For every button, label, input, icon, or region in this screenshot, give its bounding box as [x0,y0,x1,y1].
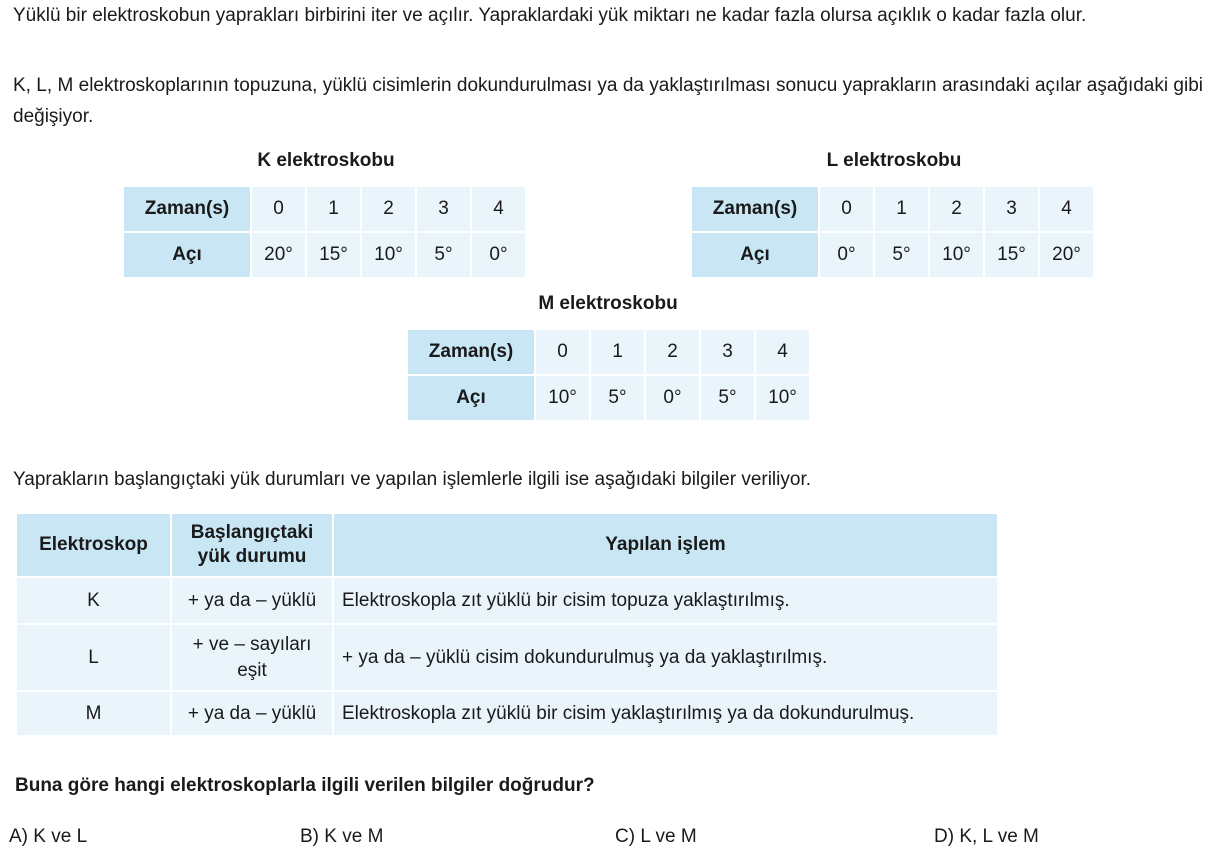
answer-option-b[interactable]: B) K ve M [300,826,384,847]
angle-cell: 0° [646,376,699,420]
angle-row [408,376,809,420]
time-cell: 3 [985,187,1038,231]
initial-charge-cell: + ya da – yüklü [172,692,332,735]
time-cell: 0 [536,330,589,374]
electroscope-cell: M [17,692,170,735]
procedure-cell: + ya da – yüklü cisim dokundurulmuş ya da yaklaştırılmış. [334,625,997,690]
table-row [17,625,997,690]
time-cell: 3 [417,187,470,231]
electroscope-column-header: Elektroskop [17,514,170,576]
m-electroscope-title: M elektroskobu [538,293,678,314]
table-row [17,578,997,623]
answer-option-c[interactable]: C) L ve M [615,826,697,847]
angle-cell: 5° [591,376,644,420]
m-electroscope-table [406,328,811,422]
setup-paragraph: K, L, M elektroskoplarının topuzuna, yüklü cisimlerin dokundurulması ya da yaklaştırılması sonucu yaprakların arasındaki açılar aşağıdaki gibi değişiyor. [13,75,1203,127]
angle-cell: 20° [1040,233,1093,277]
angle-header: Açı [124,233,250,277]
answer-option-d[interactable]: D) K, L ve M [934,826,1039,847]
time-cell: 1 [591,330,644,374]
procedure-cell: Elektroskopla zıt yüklü bir cisim yaklaştırılmış ya da dokundurulmuş. [334,692,997,735]
info-header-row [17,514,997,576]
initial-charge-column-header: Başlangıçtaki yük durumu [172,514,332,576]
time-cell: 4 [756,330,809,374]
angle-cell: 20° [252,233,305,277]
time-cell: 0 [252,187,305,231]
angle-cell: 10° [756,376,809,420]
info-intro-paragraph: Yaprakların başlangıçtaki yük durumları ve yapılan işlemlerle ilgili ise aşağıdaki bilgiler veriliyor. [13,469,811,490]
angle-cell: 15° [985,233,1038,277]
l-electroscope-table [690,185,1095,279]
angle-cell: 5° [701,376,754,420]
procedure-column-header: Yapılan işlem [334,514,997,576]
electroscope-cell: L [17,625,170,690]
time-row [408,330,809,374]
angle-cell: 10° [362,233,415,277]
angle-cell: 10° [536,376,589,420]
time-cell: 0 [820,187,873,231]
time-header: Zaman(s) [692,187,818,231]
angle-cell: 0° [472,233,525,277]
time-header: Zaman(s) [408,330,534,374]
angle-cell: 10° [930,233,983,277]
time-row [124,187,525,231]
time-cell: 1 [307,187,360,231]
k-electroscope-title: K elektroskobu [257,150,395,171]
time-row [692,187,1093,231]
initial-charge-cell: + ve – sayıları eşit [172,625,332,690]
intro-paragraph: Yüklü bir elektroskobun yaprakları birbirini iter ve açılır. Yapraklardaki yük miktarı ne kadar fazla olursa açıklık o kadar fazla olur. [13,5,1087,26]
initial-charge-cell: + ya da – yüklü [172,578,332,623]
time-cell: 3 [701,330,754,374]
question-text: Buna göre hangi elektroskoplarla ilgili verilen bilgiler doğrudur? [15,775,595,796]
table-row [17,692,997,735]
angle-cell: 5° [417,233,470,277]
charge-info-table [15,512,999,737]
l-electroscope-title: L elektroskobu [826,150,962,171]
angle-row [692,233,1093,277]
answer-option-a[interactable]: A) K ve L [9,826,88,847]
procedure-cell: Elektroskopla zıt yüklü bir cisim topuza yaklaştırılmış. [334,578,997,623]
angle-header: Açı [692,233,818,277]
time-cell: 2 [362,187,415,231]
time-cell: 2 [930,187,983,231]
angle-header: Açı [408,376,534,420]
time-cell: 4 [472,187,525,231]
time-header: Zaman(s) [124,187,250,231]
k-electroscope-table [122,185,527,279]
time-cell: 2 [646,330,699,374]
angle-cell: 0° [820,233,873,277]
time-cell: 4 [1040,187,1093,231]
electroscope-cell: K [17,578,170,623]
angle-row [124,233,525,277]
angle-cell: 15° [307,233,360,277]
time-cell: 1 [875,187,928,231]
angle-cell: 5° [875,233,928,277]
